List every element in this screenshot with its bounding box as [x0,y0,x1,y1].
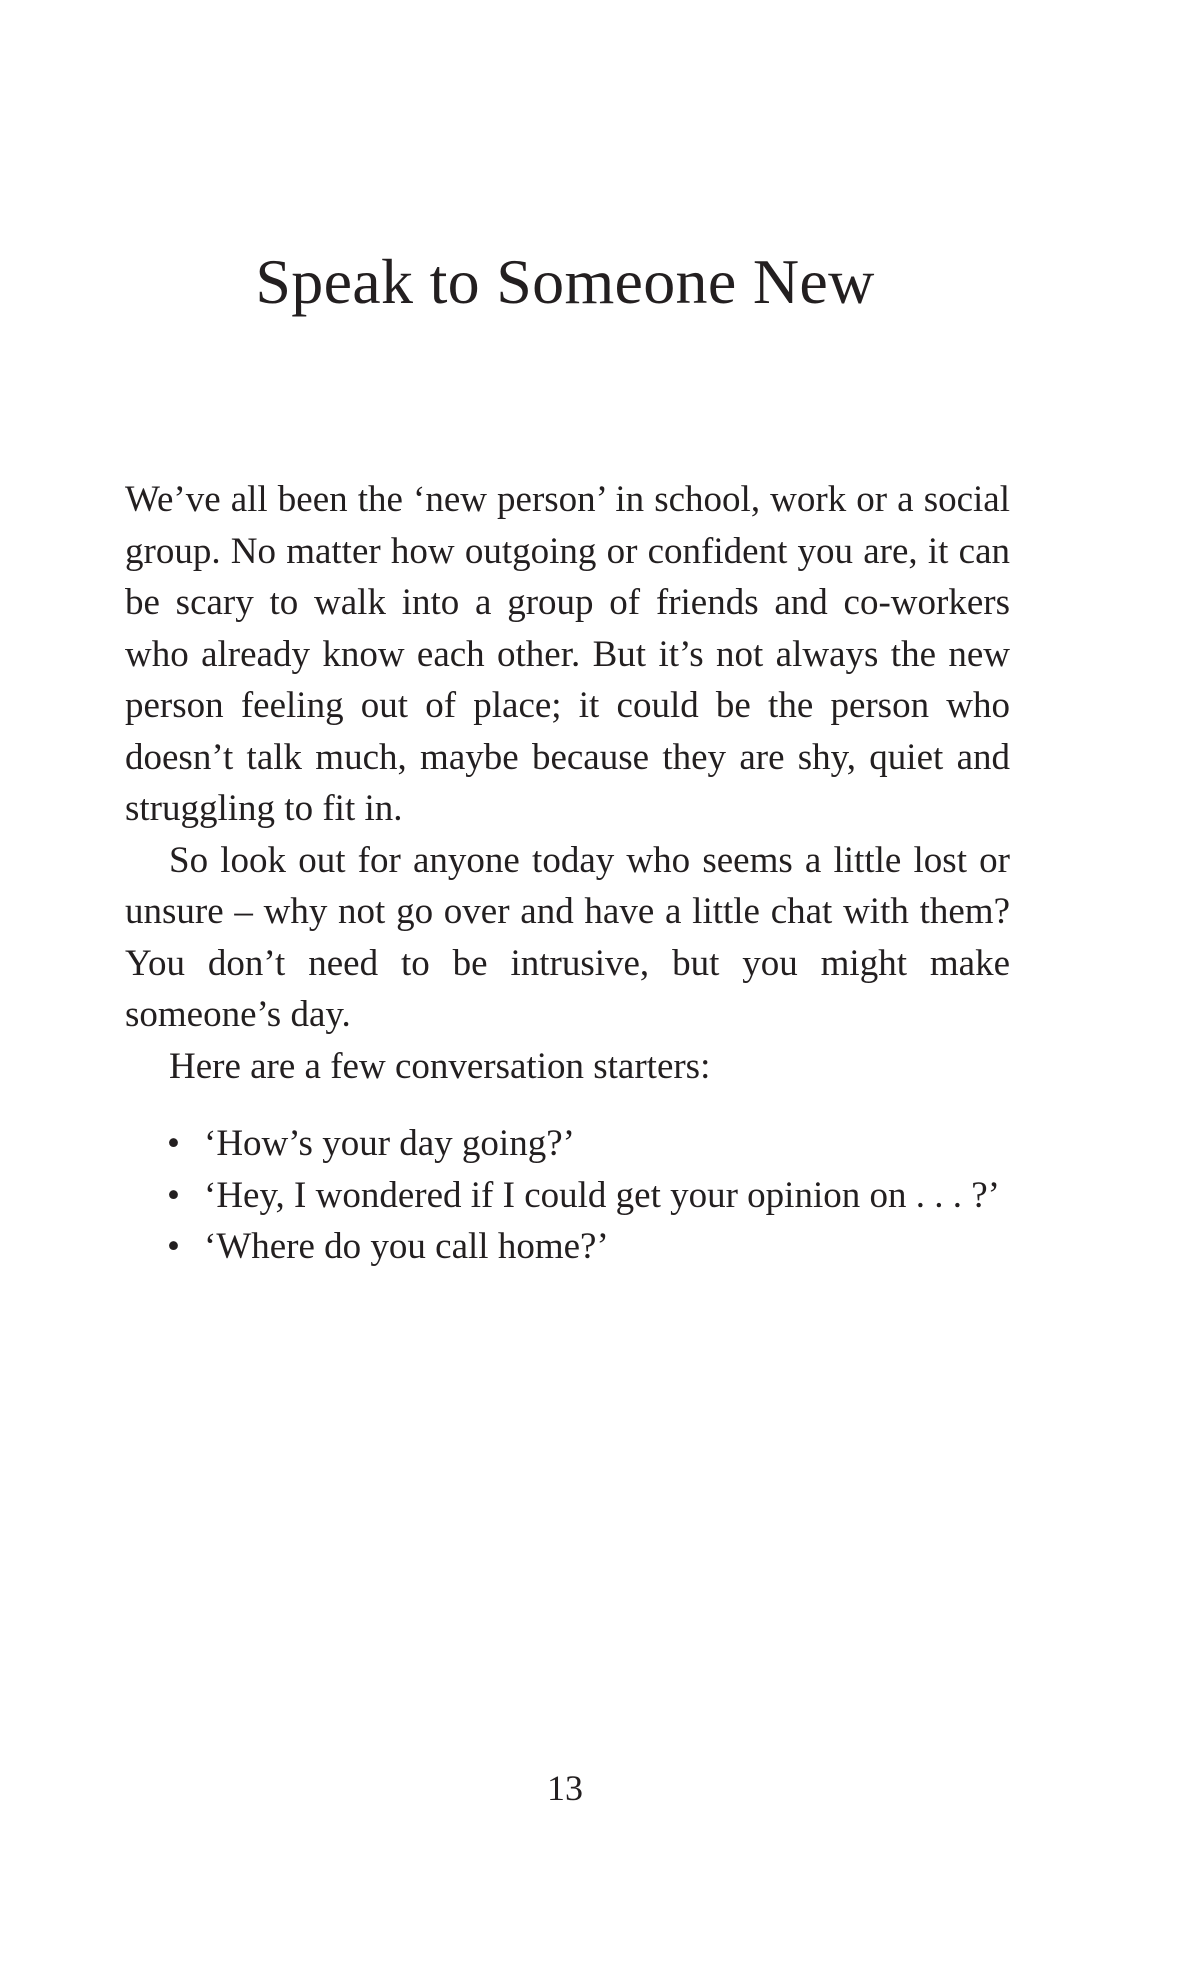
paragraph-look-out: So look out for anyone today who seems a little lost or unsure – why not go over and have a little chat with them? You don’t need to be intrusive, but you might make someone’s day. [125,839,1010,1035]
conversation-starters-list [125,1118,1010,1273]
list-item [125,1221,1010,1273]
bullet-icon: • [167,1226,180,1267]
list-item [125,1170,1010,1222]
page-title: Speak to Someone New [255,246,875,317]
list-item-text: ‘How’s your day going?’ [204,1123,575,1164]
paragraph-starters-intro: Here are a few conversation starters: [169,1045,711,1087]
paragraph-intro: We’ve all been the ‘new person’ in school, work or a social group. No matter how outgoing or confident you are, it can be scary to walk into a group of friends and co-workers who already know each other. But it’s not always the new person feeling out of place; it could be the person who doesn’t talk much, maybe because they are shy, quiet and struggling to fit in. [125,479,1010,829]
body-text [125,474,1010,1273]
bullet-icon: • [167,1123,180,1164]
page-number: 13 [547,1768,583,1808]
list-item [125,1118,1010,1170]
list-item-text: ‘Where do you call home?’ [204,1226,609,1267]
list-item-text: ‘Hey, I wondered if I could get your opinion on . . . ?’ [204,1174,1000,1216]
bullet-icon: • [167,1174,180,1216]
